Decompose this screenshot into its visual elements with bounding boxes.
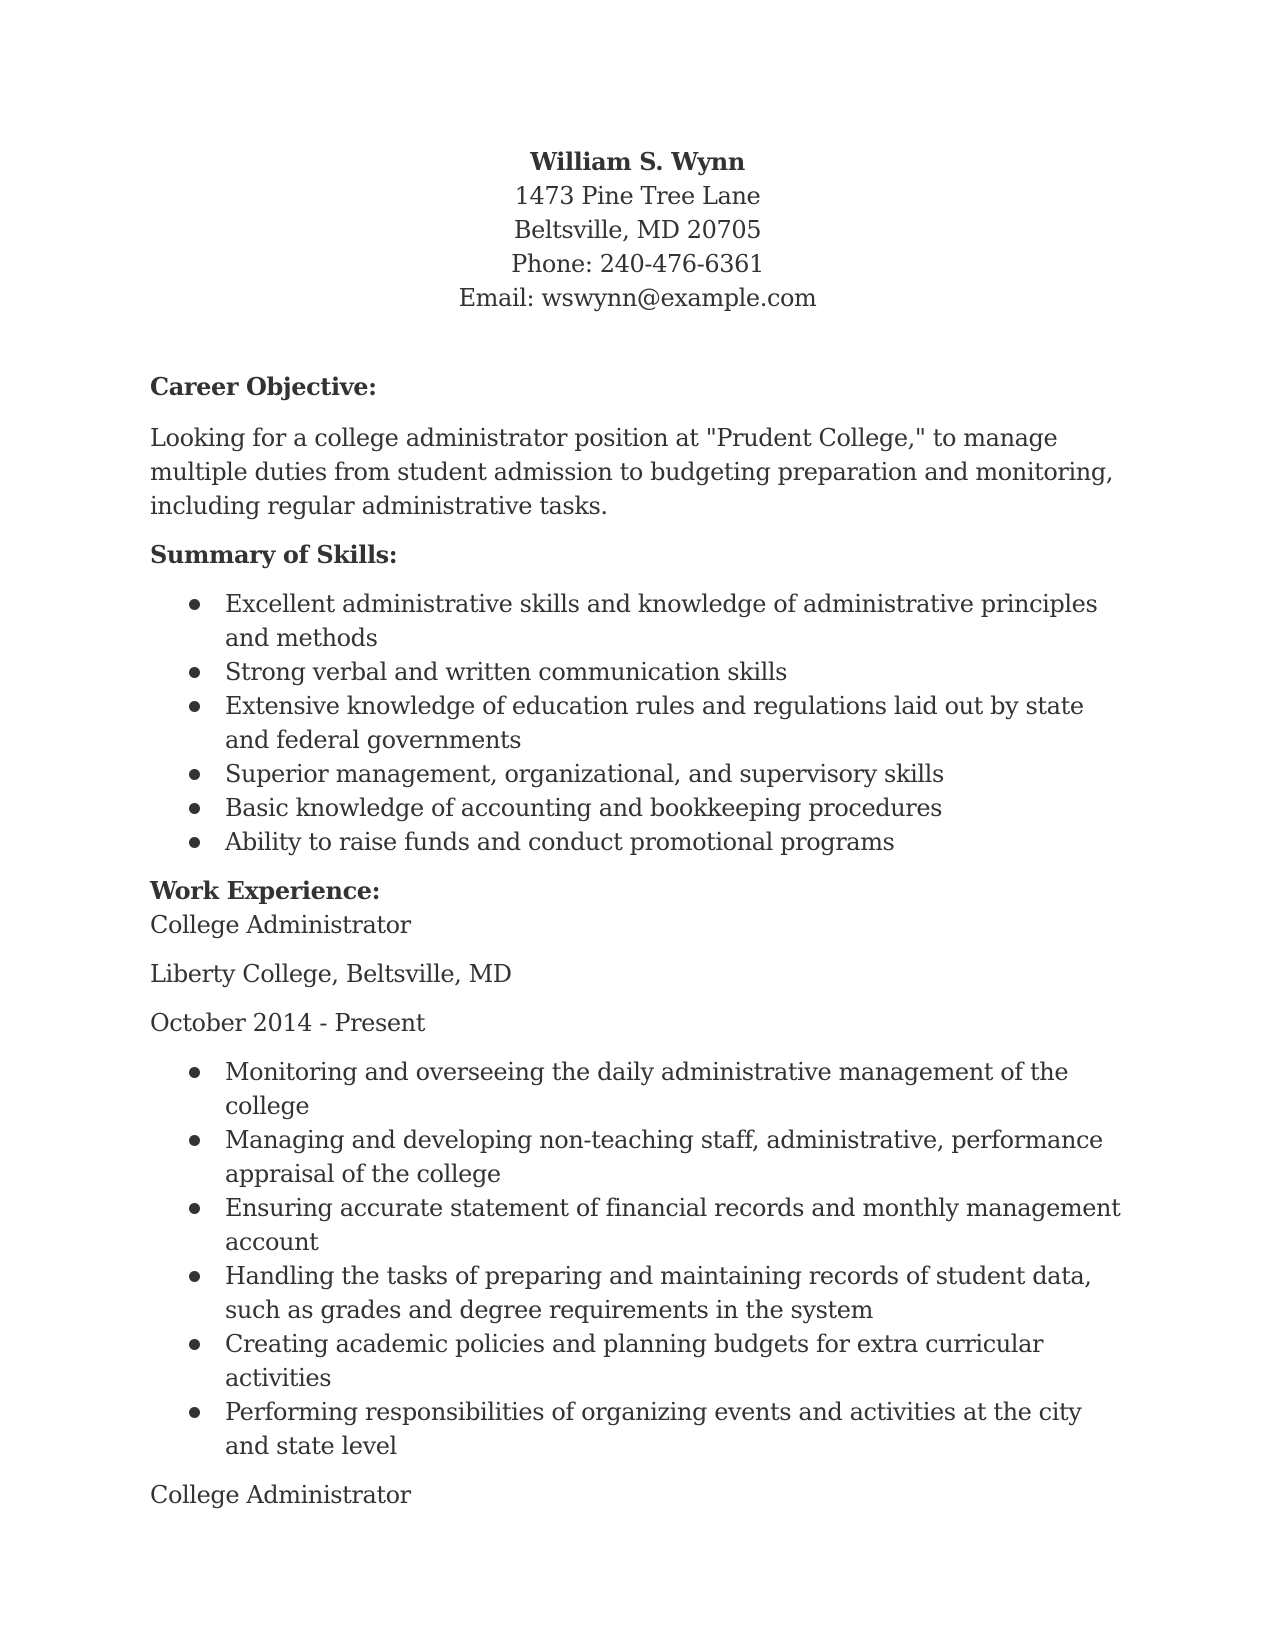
skill-text: Basic knowledge of accounting and bookkeeping procedures bbox=[225, 794, 943, 822]
skills-list bbox=[150, 587, 1130, 859]
duty-text: Handling the tasks of preparing and maintaining records of student data, such as grades and degree requirements in the system bbox=[225, 1262, 1092, 1324]
skill-text: Strong verbal and written communication skills bbox=[225, 658, 788, 686]
bullet-icon bbox=[189, 1407, 200, 1418]
skill-text: Ability to raise funds and conduct promotional programs bbox=[225, 828, 895, 856]
list-item bbox=[150, 1327, 1130, 1395]
career-objective-text: Looking for a college administrator position at "Prudent College," to manage multiple duties from student admission to budgeting preparation and monitoring, including regular administrative tasks. bbox=[150, 424, 1114, 520]
bullet-icon bbox=[189, 769, 200, 780]
phone-number: Phone: 240-476-6361 bbox=[511, 250, 764, 278]
bullet-icon bbox=[189, 1271, 200, 1282]
job-dates: October 2014 - Present bbox=[150, 1009, 425, 1037]
resume-body bbox=[150, 370, 1130, 1512]
bullet-icon bbox=[189, 701, 200, 712]
bullet-icon bbox=[189, 837, 200, 848]
bullet-icon bbox=[189, 1135, 200, 1146]
list-item bbox=[150, 825, 1130, 859]
list-item bbox=[150, 1259, 1130, 1327]
bullet-icon bbox=[189, 1067, 200, 1078]
duty-text: Creating academic policies and planning budgets for extra curricular activities bbox=[225, 1330, 1044, 1392]
bullet-icon bbox=[189, 667, 200, 678]
address-line-1: 1473 Pine Tree Lane bbox=[514, 182, 761, 210]
address-line-2: Beltsville, MD 20705 bbox=[513, 216, 762, 244]
job-duties-list bbox=[150, 1055, 1130, 1463]
duty-text: Performing responsibilities of organizing events and activities at the city and state level bbox=[225, 1398, 1082, 1460]
list-item bbox=[150, 1123, 1130, 1191]
bullet-icon bbox=[189, 803, 200, 814]
list-item bbox=[150, 689, 1130, 757]
applicant-name: William S. Wynn bbox=[530, 147, 745, 176]
career-objective-heading: Career Objective: bbox=[150, 372, 377, 401]
job-title: College Administrator bbox=[150, 1481, 411, 1509]
list-item bbox=[150, 1395, 1130, 1463]
email-address: Email: wswynn@example.com bbox=[458, 284, 817, 312]
job-company: Liberty College, Beltsville, MD bbox=[150, 960, 512, 988]
job-title: College Administrator bbox=[150, 911, 411, 939]
duty-text: Monitoring and overseeing the daily administrative management of the college bbox=[225, 1058, 1069, 1120]
bullet-icon bbox=[189, 1339, 200, 1350]
skill-text: Extensive knowledge of education rules and regulations laid out by state and federal governments bbox=[225, 692, 1084, 754]
list-item bbox=[150, 587, 1130, 655]
bullet-icon bbox=[189, 599, 200, 610]
list-item bbox=[150, 791, 1130, 825]
duty-text: Ensuring accurate statement of financial records and monthly management account bbox=[225, 1194, 1121, 1256]
list-item bbox=[150, 1191, 1130, 1259]
skill-text: Excellent administrative skills and knowledge of administrative principles and methods bbox=[225, 590, 1098, 652]
duty-text: Managing and developing non-teaching staff, administrative, performance appraisal of the college bbox=[225, 1126, 1103, 1188]
list-item bbox=[150, 655, 1130, 689]
list-item bbox=[150, 1055, 1130, 1123]
skills-heading: Summary of Skills: bbox=[150, 540, 398, 569]
list-item bbox=[150, 757, 1130, 791]
bullet-icon bbox=[189, 1203, 200, 1214]
work-experience-heading: Work Experience: bbox=[150, 876, 381, 905]
contact-header bbox=[0, 145, 1275, 315]
skill-text: Superior management, organizational, and supervisory skills bbox=[225, 760, 944, 788]
